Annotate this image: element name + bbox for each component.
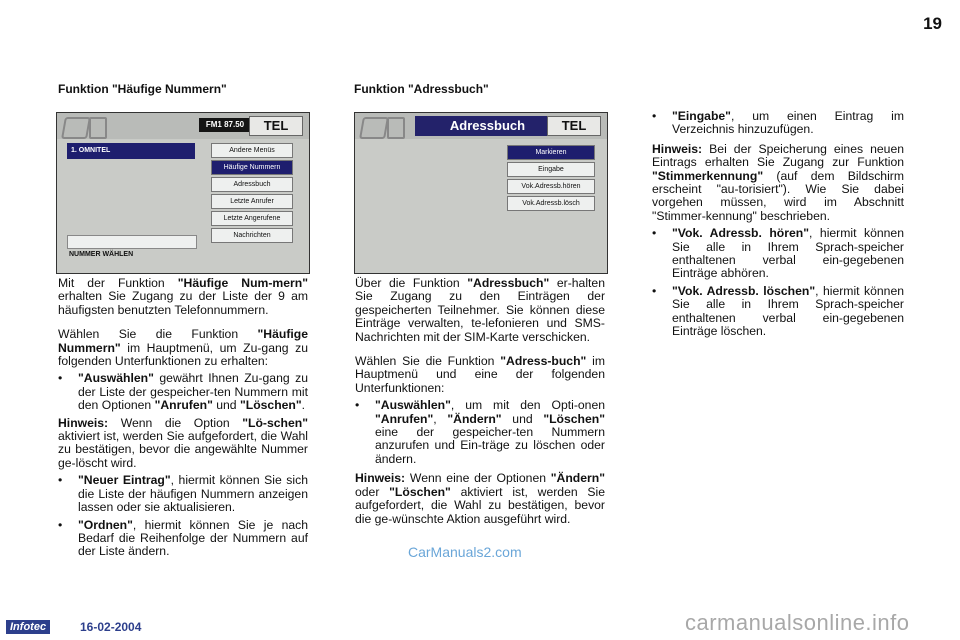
list-item: 1. OMNITEL: [67, 143, 195, 159]
column-1-text: [58, 277, 308, 559]
tel-label: TEL: [547, 116, 601, 136]
page-number: 19: [923, 14, 942, 33]
note-paragraph: Hinweis: Wenn die Option "Lö-schen" aktiviert ist, werden Sie aufgefordert, die Wahl zu bestätigen, bevor die angewählte Nummer ge-löscht wird.: [58, 415, 308, 470]
menu-frequent-numbers: Häufige Nummern: [211, 160, 293, 175]
phone-icon: [89, 117, 107, 139]
watermark-carmanuals2: CarManuals2.com: [408, 544, 522, 560]
satellite-icon: [359, 117, 389, 139]
footer-date: 16-02-2004: [80, 620, 142, 634]
menu-voice-delete: Vok.Adressb.lösch: [507, 196, 595, 211]
column-2-text: [355, 277, 605, 526]
list-item: • "Ordnen", hiermit können Sie je nach Bedarf die Reihenfolge der Nummern auf der Liste ändern.: [58, 517, 308, 559]
list-item: • "Neuer Eintrag", hiermit können Sie sich die Liste der häufigen Nummern anzeigen lassen oder sie aktualisieren.: [58, 473, 308, 515]
paragraph: Wählen Sie die Funktion "Adress-buch" im Hauptmenü und eine der folgenden Unterfunktionen:: [355, 354, 605, 395]
number-input-box: [67, 235, 197, 249]
menu-entry: Eingabe: [507, 162, 595, 177]
menu-other-menus: Andere Menüs: [211, 143, 293, 158]
note-paragraph: Hinweis: Wenn eine der Optionen "Ändern" oder "Löschen" aktiviert ist, werden Sie aufgefordert, die Wahl zu bestätigen, bevor die ge-wünschte Aktion ausgeführt wird.: [355, 471, 605, 526]
screen-address-book: [354, 112, 608, 274]
watermark-carmanualsonline: carmanualsonline.info: [685, 610, 910, 635]
section-heading-address-book: Funktion "Adressbuch": [354, 82, 489, 96]
tel-label: TEL: [249, 116, 303, 136]
list-item: • "Vok. Adressb. hören", hiermit können Sie alle in Ihrem Sprach-speicher enthaltenen verbal ein-gegebenen Einträge abhören.: [652, 226, 904, 281]
infotec-logo: Infotec: [6, 620, 50, 634]
paragraph: Über die Funktion "Adressbuch" er-halten Sie Zugang zu den Einträgen der gespeicherten Teilnehmer. Sie können diese Einträge verwalten, te-lefonieren und SMS-Nachrichten mit der SIM-Karte verschicken.: [355, 276, 605, 344]
menu-last-called: Letzte Angerufene: [211, 211, 293, 226]
screen-title: Adressbuch: [415, 116, 560, 136]
paragraph: Wählen Sie die Funktion "Häufige Nummern" im Hauptmenü, um Zu-gang zu folgenden Unterfunktionen zu erhalten:: [58, 327, 308, 369]
menu-last-callers: Letzte Anrufer: [211, 194, 293, 209]
list-item: • "Eingabe", um einen Eintrag im Verzeichnis hinzuzufügen.: [652, 109, 904, 137]
dial-number-label: NUMMER WÄHLEN: [69, 251, 134, 258]
radio-frequency-label: FM1 87.50: [199, 118, 251, 132]
satellite-icon: [61, 117, 91, 139]
menu-mark: Markieren: [507, 145, 595, 160]
menu-messages: Nachrichten: [211, 228, 293, 243]
list-item: • "Vok. Adressb. löschen", hiermit können Sie alle in Ihrem Sprach-speicher enthaltenen verbal ein-gegebenen Einträge löschen.: [652, 283, 905, 339]
note-paragraph: Hinweis: Bei der Speicherung eines neuen Eintrags erhalten Sie Zugang zur Funktion "Stimmerkennung" (auf dem Bildschirm erscheint "au-torisiert"). Wie Sie dabei vorgehen müssen, wird im Abschnitt "Stimmer-kennung" beschrieben.: [652, 141, 904, 223]
phone-icon: [387, 117, 405, 139]
screen-frequent-numbers: [56, 112, 310, 274]
list-item: • "Auswählen", um mit den Opti-onen "Anrufen", "Ändern" und "Löschen" eine der gespeicher-ten Nummern anzurufen und Ein-träge zu löschen oder ändern.: [355, 398, 605, 466]
section-heading-frequent-numbers: Funktion "Häufige Nummern": [58, 82, 227, 96]
menu-voice-listen: Vok.Adressb.hören: [507, 179, 595, 194]
column-3-text: [652, 110, 904, 339]
paragraph: Mit der Funktion "Häufige Num-mern" erhalten Sie Zugang zu der Liste der 9 am häufigsten benutzten Telefonnummern.: [58, 276, 309, 317]
list-item: • "Auswählen" gewährt Ihnen Zu-gang zu der Liste der gespeicher-ten Nummern mit den Optionen "Anrufen" und "Löschen".: [58, 371, 308, 413]
menu-address-book: Adressbuch: [211, 177, 293, 192]
